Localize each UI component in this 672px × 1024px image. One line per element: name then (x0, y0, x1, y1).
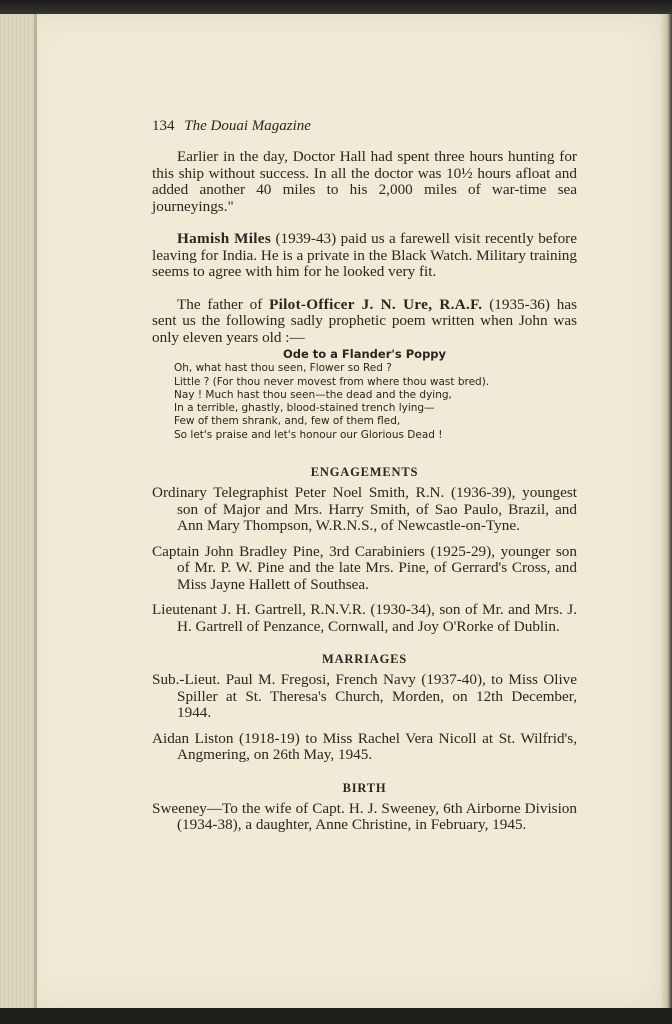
paragraph-doctor-hall: Earlier in the day, Doctor Hall had spent three hours hunting for this ship without success. In all the doctor was 10½ hours afloat and added another 40 miles to his 2,000 miles of war-time sea journeyings." (152, 148, 577, 215)
engagement-entry: Captain John Bradley Pine, 3rd Carabiniers (1925-29), younger son of Mr. P. W. Pine and the late Mrs. Pine, of Gerrard's Cross, and Miss Jayne Hallett of Southsea. (152, 542, 577, 593)
poem-line: Few of them shrank, and, few of them fled, (174, 415, 401, 428)
page-number: 134 (152, 118, 175, 134)
poem-title: Ode to a Flander's Poppy (282, 347, 447, 361)
poem-line: In a terrible, ghastly, blood-stained trench lying— (174, 402, 435, 415)
poem-line: Nay ! Much hast thou seen—the dead and the dying, (174, 388, 452, 401)
spacer (152, 635, 577, 652)
engagement-entry: Ordinary Telegraphist Peter Noel Smith, R.N. (1936-39), youngest son of Major and Mrs. Harry Smith, of Sao Paulo, Brazil, and Ann Mary Thompson, W.R.N.S., of Newcastle-on-Tyne. (152, 484, 577, 535)
poem-line: Oh, what hast thou seen, Flower so Red ? (174, 362, 392, 375)
paragraph-text: (1935-36) has sent us the following sadly prophetic poem written when John was only eleven years old :— (152, 295, 577, 346)
name-hamish-miles: Hamish Miles (177, 230, 272, 247)
journal-title: The Douai Magazine (184, 118, 311, 134)
poem-line: So let's praise and let's honour our Glorious Dead ! (174, 428, 443, 441)
poem (152, 348, 577, 442)
running-header (152, 118, 577, 135)
paragraph-text: The father of (177, 295, 270, 313)
paragraph-ure (152, 297, 577, 347)
book-spine (0, 14, 36, 1010)
birth-entry: Sweeney—To the wife of Capt. H. J. Sweeney, 6th Airborne Division (1934-38), a daughter, Anne Christine, in February, 1945. (152, 799, 577, 834)
bottom-edge (0, 1008, 672, 1024)
name-pilot-officer-ure: Pilot-Officer J. N. Ure, R.A.F. (269, 295, 483, 313)
spacer (152, 281, 577, 297)
marriage-entry: Sub.-Lieut. Paul M. Fregosi, French Navy (1937-40), to Miss Olive Spiller at St. Theresa's Church, Morden, on 12th December, 1944. (152, 671, 577, 722)
section-heading-birth: BIRTH (342, 780, 387, 795)
section-heading-engagements: ENGAGEMENTS (310, 465, 419, 480)
page-right-edge (660, 14, 672, 1010)
spacer (152, 215, 577, 231)
spacer (152, 442, 577, 465)
paragraph-hamish-miles (152, 231, 577, 281)
engagement-entry: Lieutenant J. H. Gartrell, R.N.V.R. (1930-34), son of Mr. and Mrs. J. H. Gartrell of Penzance, Cornwall, and Joy O'Rorke of Dublin. (152, 601, 577, 635)
spacer (152, 764, 577, 781)
section-heading-marriages: MARRIAGES (322, 652, 407, 667)
page-content (152, 118, 577, 834)
paragraph-text: (1939-43) paid us a farewell visit recently before leaving for India. He is a private in the Black Watch. Military training seems to agree with him for he looked very fit. (152, 230, 577, 280)
poem-line: Little ? (For thou never movest from where thou wast bred). (174, 375, 490, 388)
marriage-entry: Aidan Liston (1918-19) to Miss Rachel Vera Nicoll at St. Wilfrid's, Angmering, on 26th May, 1945. (152, 729, 577, 764)
spine-edge (34, 14, 37, 1010)
